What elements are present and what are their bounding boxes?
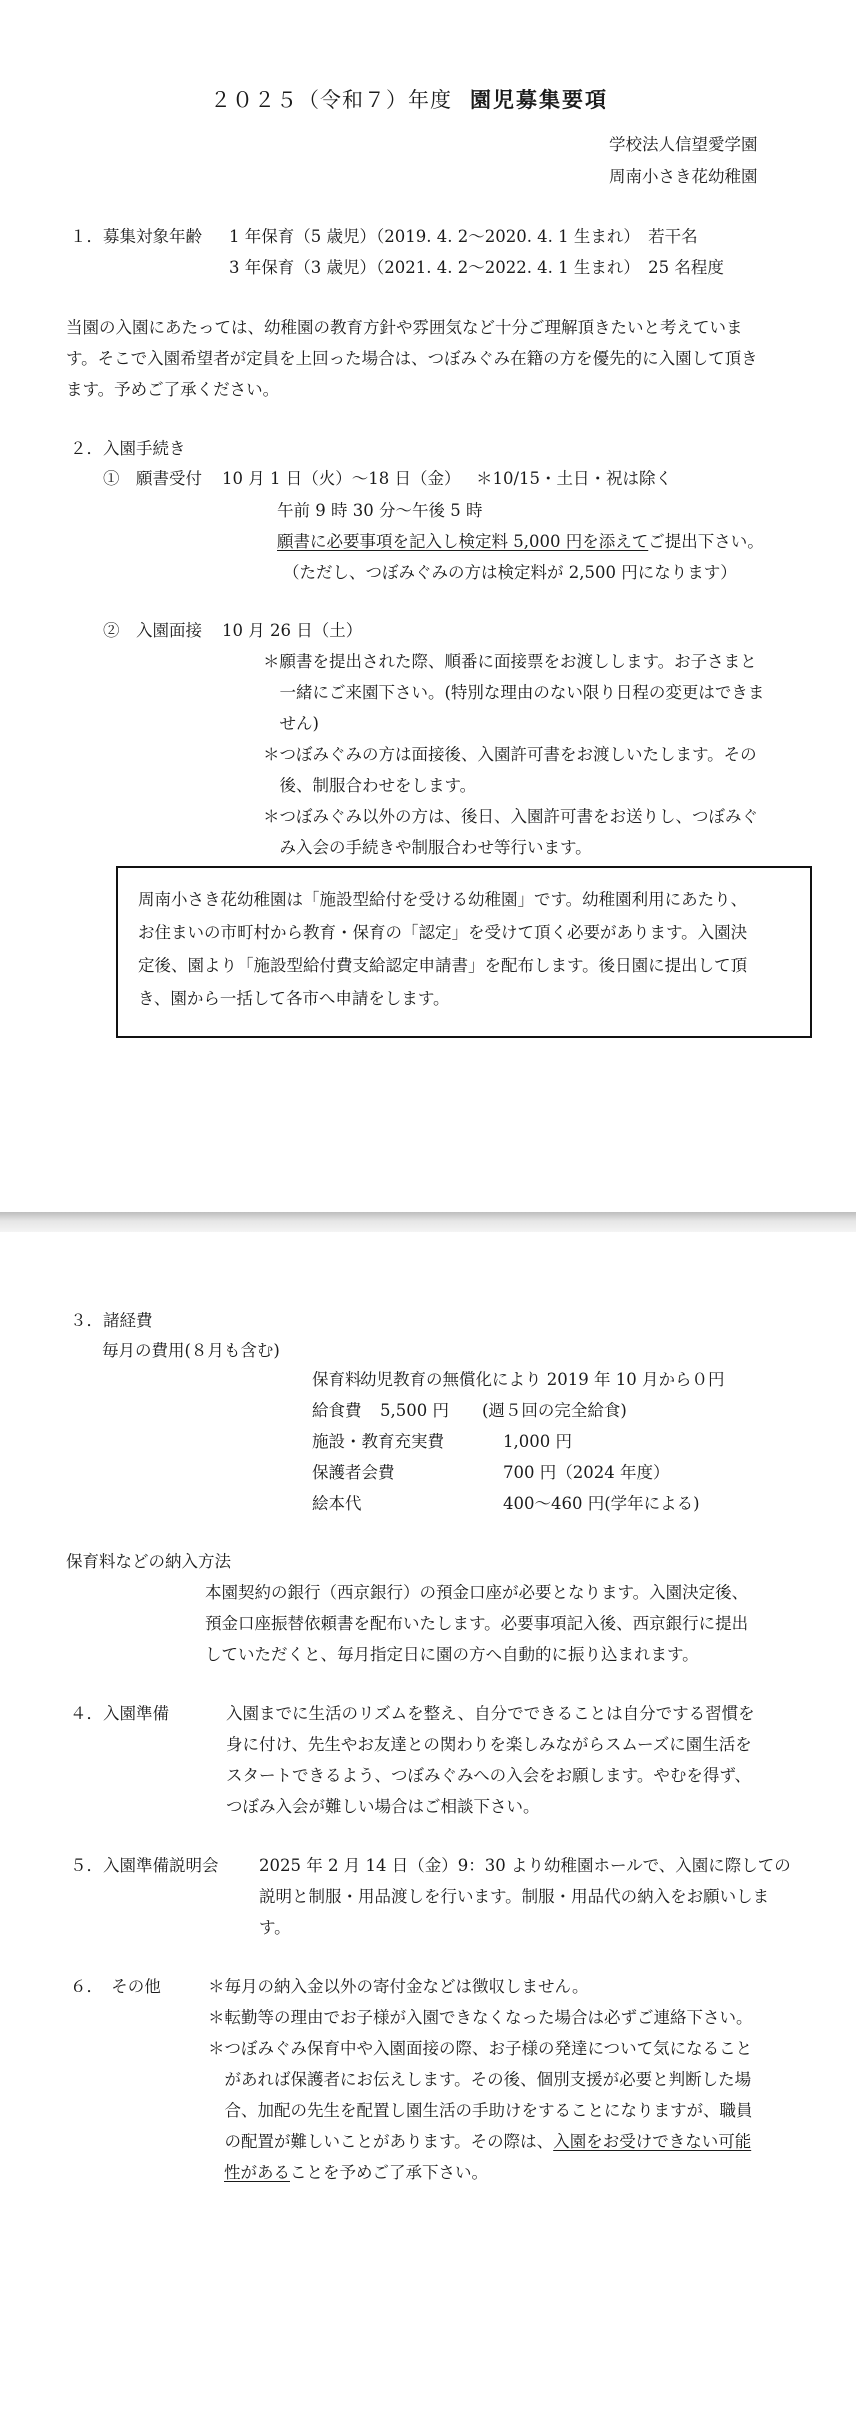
sec3-heading: ３．諸経費 (70, 1311, 153, 1330)
fee-name: 絵本代 (312, 1494, 362, 1513)
title-year: ２０２５（令和７）年度 (210, 88, 452, 112)
sec2-heading: ２．入園手続き (70, 439, 186, 458)
sec4-line: 入園までに生活のリズムを整え、自分でできることは自分でする習慣を (226, 1704, 755, 1723)
page-title (210, 84, 608, 114)
item2-line: ＊つぼみぐみの方は面接後、入園許可書をお渡しいたします。その (263, 745, 757, 764)
item1-time: 午前 9 時 30 分～午後 5 時 (277, 501, 483, 520)
sec6-line-text: の配置が難しいことがあります。その際は、 (208, 2132, 554, 2151)
sec1-heading: １．募集対象年齢 (70, 227, 202, 246)
sec5-line: 説明と制服・用品渡しを行います。制服・用品代の納入をお願いしま (259, 1887, 770, 1906)
item2-line: ＊つぼみぐみ以外の方は、後日、入園許可書をお送りし、つぼみぐ (263, 807, 758, 826)
sec4-heading: ４．入園準備 (70, 1704, 169, 1723)
item1-fee2: （ただし、つぼみぐみの方は検定料が 2,500 円になります） (283, 563, 737, 582)
pay-line: 預金口座振替依頼書を配布いたします。必要事項記入後、西京銀行に提出 (205, 1614, 749, 1633)
school-name: 周南小さき花幼稚園 (609, 167, 758, 186)
fee-value: 幼児教育の無償化により 2019 年 10 月から０円 (360, 1370, 725, 1389)
item1-fee-tail: ご提出下さい。 (648, 532, 764, 551)
title-main: 園児募集要項 (470, 87, 608, 112)
intro-line: す。そこで入園希望者が定員を上回った場合は、つぼみぐみ在籍の方を優先的に入園して頂き (66, 349, 758, 368)
sec4-line: つぼみ入会が難しい場合はご相談下さい。 (226, 1797, 540, 1816)
item2-line: 一緒にご来園下さい。(特別な理由のない限り日程の変更はできま (263, 683, 765, 702)
item2-label: ② 入園面接 (103, 621, 202, 640)
sec5-heading: ５．入園準備説明会 (70, 1856, 219, 1875)
sec4-line: 身に付け、先生やお友達との関わりを楽しみながらスムーズに園生活を (226, 1735, 752, 1754)
sec6-underline: 入園をお受けできない可能 (553, 2132, 752, 2151)
item1-note: ＊10/15・土日・祝は除く (476, 469, 673, 488)
notice-line: 定後、園より「施設型給付費支給認定申請書」を配布します。後日園に提出して頂 (138, 956, 748, 975)
notice-line: き、園から一括して各市へ申請をします。 (138, 989, 450, 1008)
item2-line: み入会の手続きや制服合わせ等行います。 (263, 838, 592, 857)
sec6-line: があれば保護者にお伝えします。その後、個別支援が必要と判断した場 (208, 2070, 752, 2089)
fee-value: 5,500 円 (週５回の完全給食) (380, 1401, 627, 1420)
item2-date: 10 月 26 日（土） (222, 621, 363, 640)
item2-line: ＊願書を提出された際、順番に面接票をお渡しします。お子さまと (263, 652, 757, 671)
sec6-line: ＊つぼみぐみ保育中や入園面接の際、お子様の発達について気になること (208, 2039, 753, 2058)
item1-fee (277, 528, 764, 552)
notice-line: お住まいの市町村から教育・保育の「認定」を受けて頂く必要があります。入園決 (138, 923, 748, 942)
fee-name: 施設・教育充実費 (312, 1432, 444, 1451)
sec1-row: 1 年保育（5 歳児）（2019. 4. 2～2020. 4. 1 生まれ） 若干名 (229, 227, 698, 246)
sec5-line: 2025 年 2 月 14 日（金）9：30 より幼稚園ホールで、入園に際しての (259, 1856, 791, 1875)
pay-heading: 保育料などの納入方法 (66, 1552, 231, 1571)
sec6-heading: ６． その他 (70, 1977, 161, 1996)
sec3-sub: 毎月の費用(８月も含む) (102, 1341, 280, 1360)
sec6-tail: ことを予めご了承下さい。 (290, 2163, 488, 2182)
item2-line: 後、制服合わせをします。 (263, 776, 477, 795)
fee-value: 400～460 円(学年による) (503, 1494, 700, 1513)
intro-line: ます。予めご了承ください。 (66, 380, 280, 399)
sec6-line: 合、加配の先生を配置し園生活の手助けをすることになりますが、職員 (208, 2101, 753, 2120)
pay-line: 本園契約の銀行（西京銀行）の預金口座が必要となります。入園決定後、 (205, 1583, 749, 1602)
notice-line: 周南小さき花幼稚園は「施設型給付を受ける幼稚園」です。幼稚園利用にあたり、 (138, 890, 748, 909)
intro-line: 当園の入園にあたっては、幼稚園の教育方針や雰囲気など十分ご理解頂きたいと考えていま (66, 318, 743, 337)
fee-name: 保護者会費 (312, 1463, 395, 1482)
pay-line: していただくと、毎月指定日に園の方へ自動的に振り込まれます。 (205, 1645, 699, 1664)
item1-label: ① 願書受付 (103, 469, 202, 488)
fee-name: 保育料 (312, 1370, 362, 1389)
sec6-underline: 性がある (224, 2163, 290, 2182)
sec6-line: ＊毎月の納入金以外の寄付金などは徴収しません。 (208, 1977, 589, 1996)
sec5-line: す。 (259, 1918, 291, 1937)
sec4-line: スタートできるよう、つぼみぐみへの入会をお願します。やむを得ず、 (226, 1766, 752, 1785)
fee-name: 給食費 (312, 1401, 362, 1420)
item1-fee-underlined: 願書に必要事項を記入し検定料 5,000 円を添えて (277, 532, 649, 551)
sec1-row: 3 年保育（3 歳児）（2021. 4. 2～2022. 4. 1 生まれ） 25 名程度 (229, 258, 724, 277)
fee-value: 1,000 円 (503, 1432, 572, 1451)
org-name: 学校法人信望愛学園 (609, 135, 758, 154)
sec6-line (224, 2159, 488, 2183)
page-break (0, 1212, 856, 1232)
fee-value: 700 円（2024 年度） (503, 1463, 670, 1482)
sec6-line (208, 2128, 751, 2152)
item2-line: せん) (263, 714, 319, 733)
sec6-line: ＊転勤等の理由でお子様が入園できなくなった場合は必ずご連絡下さい。 (208, 2008, 753, 2027)
item1-dates: 10 月 1 日（火）～18 日（金） (222, 469, 461, 488)
